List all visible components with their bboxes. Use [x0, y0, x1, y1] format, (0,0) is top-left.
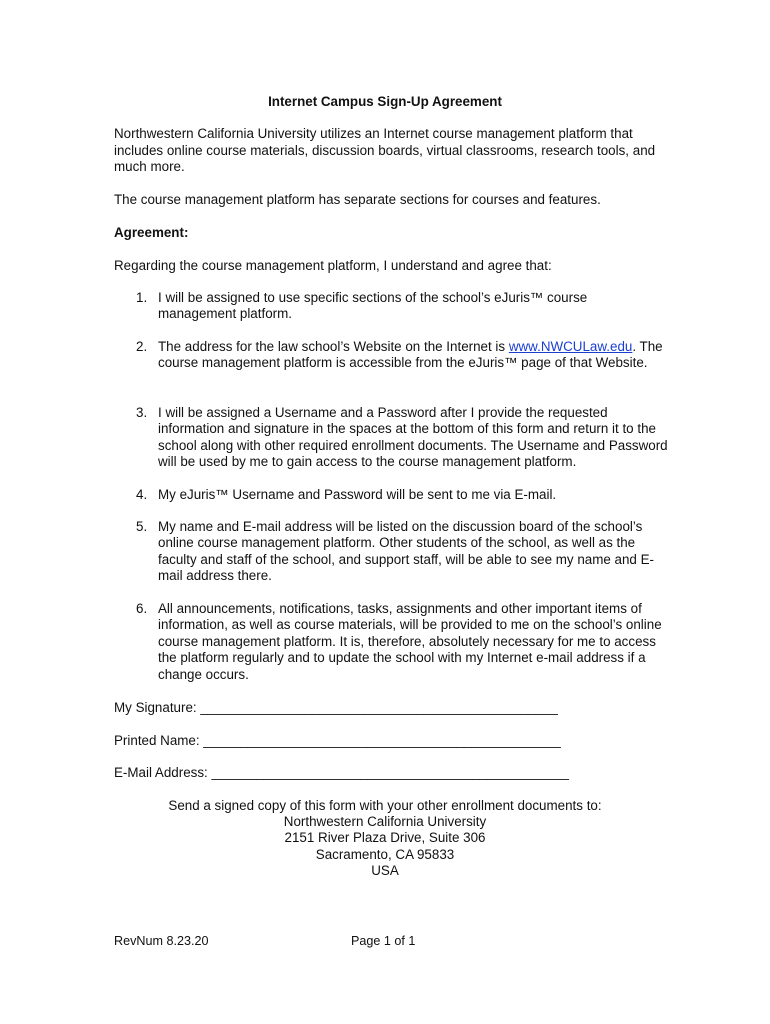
list-item-text: All announcements, notifications, tasks, assignments and other important items of information, as well as course materials, will be provided to me on the school’s online course management platform. It is, therefore, absolutely necessary for me to access the platform regularly and to update the school with my Internet e-mail address if a change occurs. [158, 601, 662, 682]
list-item-text [158, 339, 668, 372]
list-item-number: 1. [136, 290, 148, 305]
list-item-text-part: The address for the law school’s Website on the Internet is [158, 339, 509, 354]
intro-paragraph: Northwestern California University utilizes an Internet course management platform that includes online course materials, discussion boards, virtual classrooms, research tools, and much more. [114, 126, 656, 174]
list-item-number: 5. [136, 519, 148, 534]
list-item-number: 4. [136, 487, 148, 502]
agreement-lead: Regarding the course management platform, I understand and agree that: [114, 258, 552, 273]
address-line-4: USA [371, 863, 399, 878]
address-line-3: Sacramento, CA 95833 [315, 847, 455, 862]
page-number: Page 1 of 1 [351, 934, 416, 948]
list-item-number: 2. [136, 339, 148, 354]
signature-field[interactable]: My Signature: ________________________________________________ [114, 700, 558, 715]
sections-note: The course management platform has separate sections for courses and features. [114, 192, 601, 207]
list-item-text-part: . The course management platform is accessible from the eJuris™ page of that Website. [158, 339, 663, 371]
printed-name-field[interactable]: Printed Name: ________________________________________________ [114, 733, 561, 748]
list-item-number: 3. [136, 405, 148, 420]
email-address-field[interactable]: E-Mail Address: ________________________________________________ [114, 765, 569, 780]
list-item-number: 6. [136, 601, 148, 616]
list-item-text: My name and E-mail address will be listed on the discussion board of the school’s online course management platform. Other students of the school, as well as the faculty and staff of the school, and support staff, will be able to see my name and E-mail address there. [158, 519, 654, 584]
address-line-2: 2151 River Plaza Drive, Suite 306 [284, 830, 486, 845]
list-item-text: My eJuris™ Username and Password will be sent to me via E-mail. [158, 487, 557, 502]
agreement-heading: Agreement: [114, 225, 189, 240]
website-link[interactable]: www.NWCULaw.edu [508, 339, 633, 354]
revision-number: RevNum 8.23.20 [114, 934, 209, 948]
list-item-text: I will be assigned to use specific sections of the school’s eJuris™ course management platform. [158, 290, 588, 322]
document-title: Internet Campus Sign-Up Agreement [268, 94, 502, 109]
send-instruction: Send a signed copy of this form with your other enrollment documents to: [168, 798, 602, 813]
address-line-1: Northwestern California University [283, 814, 487, 829]
list-item-text: I will be assigned a Username and a Password after I provide the requested information and signature in the spaces at the bottom of this form and return it to the school along with other required enrollment documents. The Username and Password will be used by me to gain access to the course management platform. [158, 405, 668, 470]
